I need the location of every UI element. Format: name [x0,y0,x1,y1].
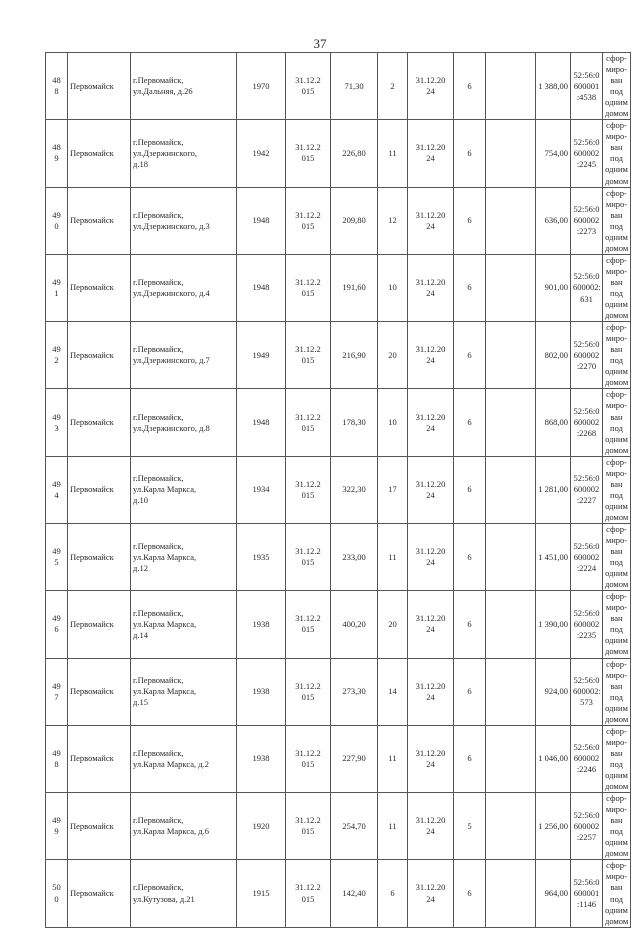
residents-count-cell: 10 [378,254,408,321]
build-year-cell: 1938 [237,658,286,725]
residents-count-cell: 20 [378,322,408,389]
cadastral-number-cell: 52:56:0 600002 :2268 [571,389,603,456]
locality-cell: Первомайск [68,725,131,792]
start-date-cell: 31.12.2 015 [286,523,331,590]
row-number-cell: 48 8 [46,53,68,120]
empty-cell [486,389,536,456]
area-cell: 227,90 [331,725,378,792]
start-date-cell: 31.12.2 015 [286,725,331,792]
land-plot-note-cell: сфор- миро- ван под одним домом [603,523,631,590]
cost-cell: 754,00 [536,120,571,187]
land-plot-note-cell: сфор- миро- ван под одним домом [603,860,631,927]
locality-cell: Первомайск [68,389,131,456]
build-year-cell: 1938 [237,725,286,792]
start-date-cell: 31.12.2 015 [286,658,331,725]
end-date-cell: 31.12.20 24 [408,658,454,725]
end-date-cell: 31.12.20 24 [408,120,454,187]
address-cell: г.Первомайск, ул.Карла Маркса, д.10 [131,456,237,523]
start-date-cell: 31.12.2 015 [286,53,331,120]
address-cell: г.Первомайск, ул.Карла Маркса, д.15 [131,658,237,725]
area-cell: 209,80 [331,187,378,254]
empty-cell [486,456,536,523]
cadastral-number-cell: 52:56:0 600002 :2273 [571,187,603,254]
area-cell: 191,60 [331,254,378,321]
area-cell: 254,70 [331,793,378,860]
table-row [46,187,631,254]
cost-cell: 868,00 [536,389,571,456]
cadastral-number-cell: 52:56:0 600002 :2227 [571,456,603,523]
area-cell: 273,30 [331,658,378,725]
end-date-cell: 31.12.20 24 [408,254,454,321]
cost-cell: 964,00 [536,860,571,927]
start-date-cell: 31.12.2 015 [286,254,331,321]
row-number-cell: 49 4 [46,456,68,523]
cost-cell: 1 451,00 [536,523,571,590]
table-row [46,860,631,927]
cost-cell: 924,00 [536,658,571,725]
cost-cell: 636,00 [536,187,571,254]
build-year-cell: 1920 [237,793,286,860]
start-date-cell: 31.12.2 015 [286,793,331,860]
area-cell: 400,20 [331,591,378,658]
build-year-cell: 1970 [237,53,286,120]
empty-cell [486,322,536,389]
residents-count-cell: 11 [378,120,408,187]
category-cell: 6 [454,187,486,254]
table-row [46,725,631,792]
table-row [46,658,631,725]
category-cell: 6 [454,658,486,725]
start-date-cell: 31.12.2 015 [286,187,331,254]
address-cell: г.Первомайск, ул.Дзержинского, д.3 [131,187,237,254]
empty-cell [486,53,536,120]
end-date-cell: 31.12.20 24 [408,456,454,523]
end-date-cell: 31.12.20 24 [408,187,454,254]
empty-cell [486,523,536,590]
address-cell: г.Первомайск, ул.Карла Маркса, д.6 [131,793,237,860]
cadastral-number-cell: 52:56:0 600002: 573 [571,658,603,725]
cadastral-number-cell: 52:56:0 600002 :2245 [571,120,603,187]
residents-count-cell: 11 [378,793,408,860]
table-row [46,389,631,456]
locality-cell: Первомайск [68,53,131,120]
start-date-cell: 31.12.2 015 [286,456,331,523]
row-number-cell: 49 1 [46,254,68,321]
cadastral-number-cell: 52:56:0 600002 :2270 [571,322,603,389]
residents-count-cell: 12 [378,187,408,254]
cost-cell: 802,00 [536,322,571,389]
cost-cell: 1 390,00 [536,591,571,658]
area-cell: 233,00 [331,523,378,590]
category-cell: 6 [454,456,486,523]
cost-cell: 1 388,00 [536,53,571,120]
area-cell: 71,30 [331,53,378,120]
land-plot-note-cell: сфор- миро- ван под одним домом [603,793,631,860]
cost-cell: 901,00 [536,254,571,321]
build-year-cell: 1915 [237,860,286,927]
land-plot-note-cell: сфор- миро- ван под одним домом [603,120,631,187]
category-cell: 6 [454,860,486,927]
address-cell: г.Первомайск, ул.Дальняя, д.26 [131,53,237,120]
table-row [46,456,631,523]
empty-cell [486,793,536,860]
build-year-cell: 1949 [237,322,286,389]
category-cell: 6 [454,120,486,187]
cadastral-number-cell: 52:56:0 600001 :4538 [571,53,603,120]
start-date-cell: 31.12.2 015 [286,322,331,389]
locality-cell: Первомайск [68,456,131,523]
empty-cell [486,658,536,725]
address-cell: г.Первомайск, ул.Дзержинского, д.7 [131,322,237,389]
area-cell: 322,30 [331,456,378,523]
locality-cell: Первомайск [68,591,131,658]
end-date-cell: 31.12.20 24 [408,53,454,120]
locality-cell: Первомайск [68,658,131,725]
page-number: 37 [313,36,327,51]
category-cell: 6 [454,591,486,658]
cost-cell: 1 046,00 [536,725,571,792]
residents-count-cell: 6 [378,860,408,927]
row-number-cell: 49 2 [46,322,68,389]
end-date-cell: 31.12.20 24 [408,793,454,860]
build-year-cell: 1938 [237,591,286,658]
row-number-cell: 49 9 [46,793,68,860]
category-cell: 6 [454,322,486,389]
build-year-cell: 1948 [237,254,286,321]
cost-cell: 1 281,00 [536,456,571,523]
start-date-cell: 31.12.2 015 [286,860,331,927]
land-plot-note-cell: сфор- миро- ван под одним домом [603,658,631,725]
empty-cell [486,254,536,321]
cost-cell: 1 256,00 [536,793,571,860]
row-number-cell: 49 5 [46,523,68,590]
build-year-cell: 1935 [237,523,286,590]
build-year-cell: 1942 [237,120,286,187]
cadastral-number-cell: 52:56:0 600002 :2257 [571,793,603,860]
residents-count-cell: 11 [378,523,408,590]
land-plot-note-cell: сфор- миро- ван под одним домом [603,389,631,456]
category-cell: 6 [454,254,486,321]
address-cell: г.Первомайск, ул.Карла Маркса, д.12 [131,523,237,590]
category-cell: 5 [454,793,486,860]
end-date-cell: 31.12.20 24 [408,725,454,792]
land-plot-note-cell: сфор- миро- ван под одним домом [603,187,631,254]
land-plot-note-cell: сфор- миро- ван под одним домом [603,456,631,523]
residents-count-cell: 10 [378,389,408,456]
start-date-cell: 31.12.2 015 [286,389,331,456]
cadastral-number-cell: 52:56:0 600001 :1146 [571,860,603,927]
end-date-cell: 31.12.20 24 [408,523,454,590]
table-body [46,53,631,928]
area-cell: 178,30 [331,389,378,456]
address-cell: г.Первомайск, ул.Кутузова, д.21 [131,860,237,927]
land-plot-note-cell: сфор- миро- ван под одним домом [603,591,631,658]
category-cell: 6 [454,389,486,456]
locality-cell: Первомайск [68,254,131,321]
end-date-cell: 31.12.20 24 [408,322,454,389]
locality-cell: Первомайск [68,860,131,927]
table-row [46,523,631,590]
row-number-cell: 48 9 [46,120,68,187]
table-row [46,53,631,120]
address-cell: г.Первомайск, ул.Дзержинского, д.8 [131,389,237,456]
end-date-cell: 31.12.20 24 [408,860,454,927]
cadastral-number-cell: 52:56:0 600002 :2246 [571,725,603,792]
build-year-cell: 1934 [237,456,286,523]
land-plot-note-cell: сфор- миро- ван под одним домом [603,254,631,321]
row-number-cell: 49 6 [46,591,68,658]
locality-cell: Первомайск [68,523,131,590]
end-date-cell: 31.12.20 24 [408,389,454,456]
area-cell: 226,80 [331,120,378,187]
land-plot-note-cell: сфор- миро- ван под одним домом [603,322,631,389]
empty-cell [486,591,536,658]
residents-count-cell: 17 [378,456,408,523]
table-row [46,254,631,321]
start-date-cell: 31.12.2 015 [286,591,331,658]
residents-count-cell: 11 [378,725,408,792]
build-year-cell: 1948 [237,187,286,254]
cadastral-number-cell: 52:56:0 600002: 631 [571,254,603,321]
address-cell: г.Первомайск, ул.Дзержинского, д.4 [131,254,237,321]
empty-cell [486,120,536,187]
residents-count-cell: 20 [378,591,408,658]
empty-cell [486,860,536,927]
category-cell: 6 [454,725,486,792]
table-row [46,793,631,860]
start-date-cell: 31.12.2 015 [286,120,331,187]
locality-cell: Первомайск [68,793,131,860]
table-row [46,322,631,389]
locality-cell: Первомайск [68,322,131,389]
row-number-cell: 49 7 [46,658,68,725]
cadastral-number-cell: 52:56:0 600002 :2224 [571,523,603,590]
land-plot-note-cell: сфор- миро- ван под одним домом [603,53,631,120]
row-number-cell: 50 0 [46,860,68,927]
address-cell: г.Первомайск, ул.Дзержинского, д.18 [131,120,237,187]
empty-cell [486,725,536,792]
address-cell: г.Первомайск, ул.Карла Маркса, д.14 [131,591,237,658]
table-row [46,120,631,187]
residents-count-cell: 2 [378,53,408,120]
area-cell: 216,90 [331,322,378,389]
category-cell: 6 [454,523,486,590]
locality-cell: Первомайск [68,187,131,254]
end-date-cell: 31.12.20 24 [408,591,454,658]
housing-registry-table [45,52,631,928]
empty-cell [486,187,536,254]
locality-cell: Первомайск [68,120,131,187]
area-cell: 142,40 [331,860,378,927]
table-row [46,591,631,658]
build-year-cell: 1948 [237,389,286,456]
address-cell: г.Первомайск, ул.Карла Маркса, д.2 [131,725,237,792]
row-number-cell: 49 8 [46,725,68,792]
cadastral-number-cell: 52:56:0 600002 :2235 [571,591,603,658]
category-cell: 6 [454,53,486,120]
row-number-cell: 49 3 [46,389,68,456]
row-number-cell: 49 0 [46,187,68,254]
land-plot-note-cell: сфор- миро- ван под одним домом [603,725,631,792]
residents-count-cell: 14 [378,658,408,725]
